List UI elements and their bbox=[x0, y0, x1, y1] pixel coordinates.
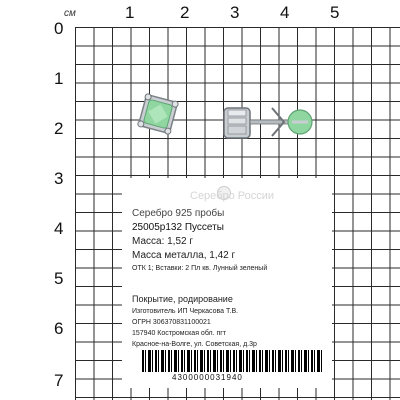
ruler-y-label: 0 bbox=[54, 19, 64, 38]
ruler-y-label: 5 bbox=[54, 269, 64, 288]
address-line-1: 157940 Костромская обл. пгт bbox=[132, 330, 227, 337]
earring-front-image bbox=[132, 88, 184, 140]
barcode-number: 4300000031940 bbox=[172, 373, 243, 382]
metal-purity-text: Серебро 925 пробы bbox=[132, 208, 225, 219]
ruler-y-label: 7 bbox=[54, 371, 64, 390]
ruler-y-label: 1 bbox=[54, 69, 64, 88]
ruler-y-label: 6 bbox=[54, 319, 64, 338]
barcode bbox=[142, 350, 322, 372]
ruler-x-label: 5 bbox=[330, 3, 340, 22]
earring-side-image bbox=[212, 100, 327, 150]
ruler-x-label: 3 bbox=[230, 3, 240, 22]
coating-text: Покрытие, родирование bbox=[132, 294, 233, 304]
ruler-y-label: 4 bbox=[54, 219, 64, 238]
metal-weight-text: Масса металла, 1,42 г bbox=[132, 250, 236, 261]
ruler-y-label: 3 bbox=[54, 169, 64, 188]
grid-margin-left bbox=[0, 0, 75, 400]
address-line-2: Красное-на-Волге, ул. Советская, д.3р bbox=[132, 341, 257, 348]
inserts-text: ОТК 1; Вставки: 2 Пл кв. Лунный зеленый bbox=[132, 265, 268, 272]
weight-text: Масса: 1,52 г bbox=[132, 236, 194, 247]
ruler-x-label: 1 bbox=[125, 3, 135, 22]
watermark-text: Серебро России bbox=[190, 190, 275, 202]
ruler-unit: см bbox=[64, 8, 76, 19]
manufacturer-text: Изготовитель ИП Черкасова Т.В. bbox=[132, 308, 239, 315]
article-name-text: 25005р132 Пуссеты bbox=[132, 222, 224, 233]
ruler-x-label: 2 bbox=[180, 3, 190, 22]
ogrn-text: ОГРН 306370831100021 bbox=[132, 319, 211, 326]
product-tag bbox=[122, 178, 332, 388]
ruler-y-label: 2 bbox=[54, 119, 64, 138]
ruler-x-label: 4 bbox=[280, 3, 290, 22]
